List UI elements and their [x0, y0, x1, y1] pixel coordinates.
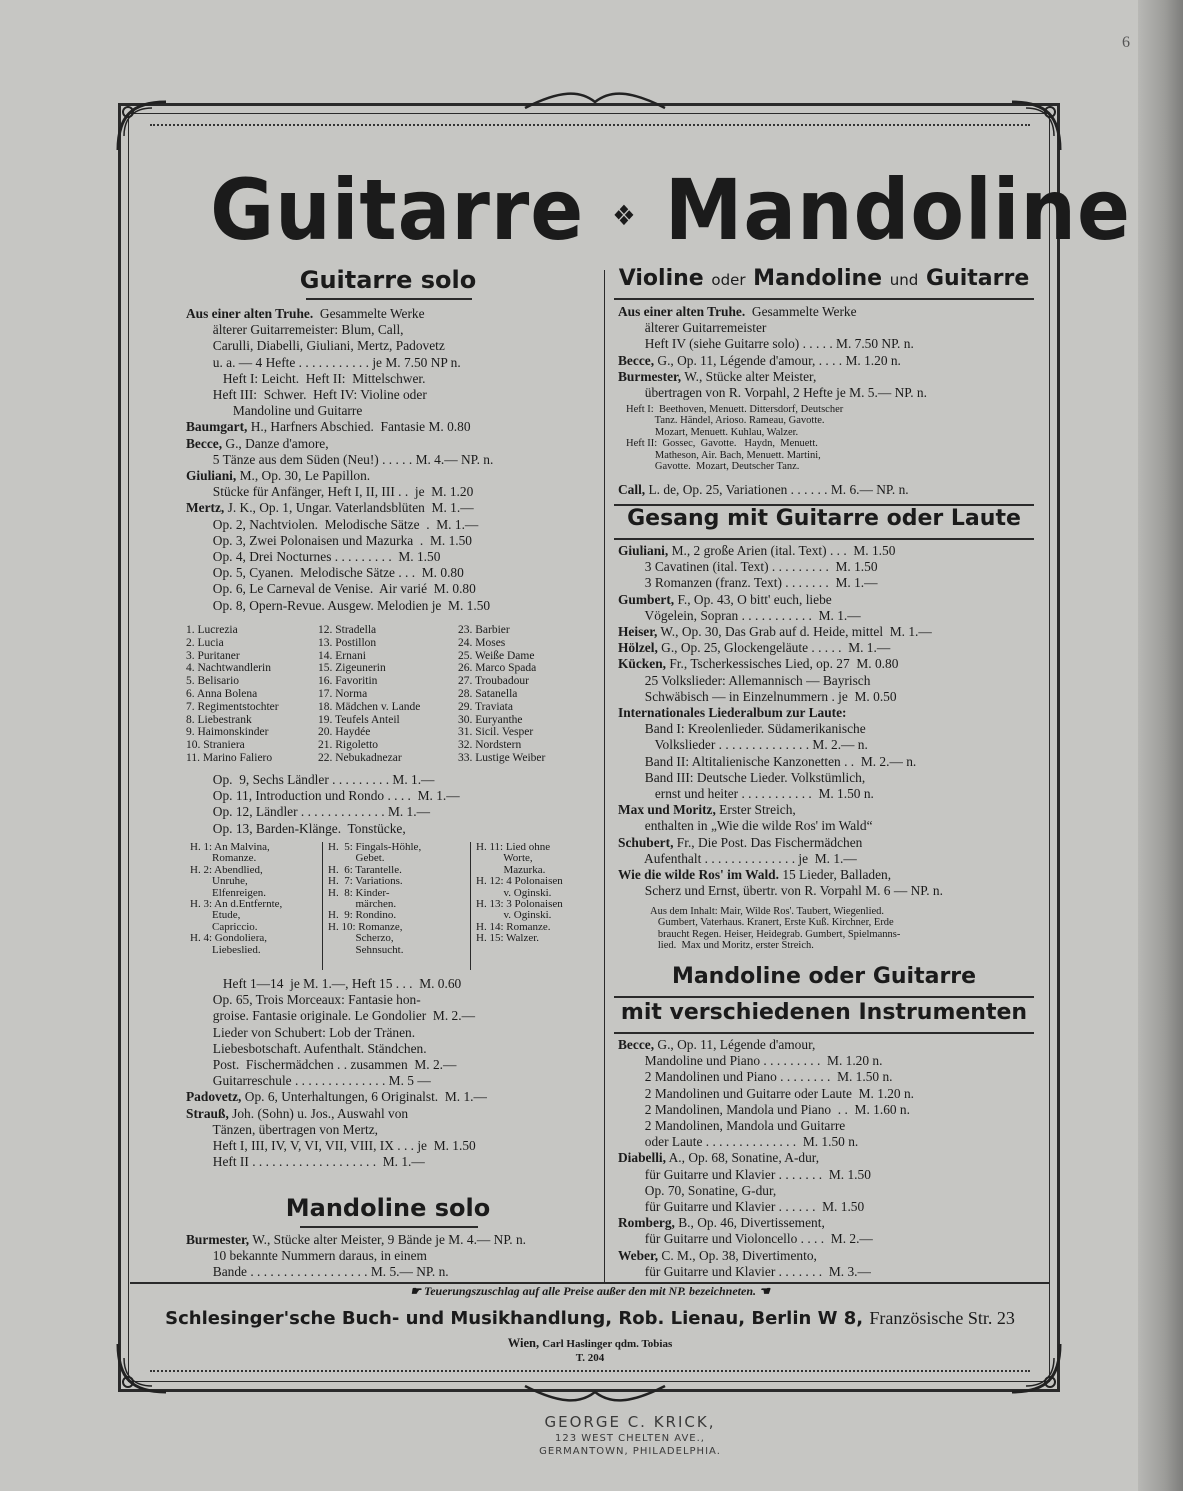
opera-title: 13. Postillon — [318, 636, 377, 649]
opera-title: 18. Mädchen v. Lande — [318, 700, 421, 713]
opera-title: 6. Anna Bolena — [186, 688, 258, 700]
catalog-line: Aus einer alten Truhe. Gesammelte Werke — [186, 306, 425, 321]
catalog-line: Hölzel, G., Op. 25, Glockengeläute . . . . . M. 1.— — [618, 640, 891, 656]
guitarre-solo-list-c — [186, 976, 596, 1170]
catalog-line: Aufenthalt . . . . . . . . . . . . . . je M. 1.— — [618, 850, 857, 866]
catalog-line: u. a. — 4 Hefte . . . . . . . . . . . je M. 7.50 NP n. — [186, 354, 461, 370]
opera-title: 29. Traviata — [458, 700, 513, 713]
opera-title: 32. Nordstern — [458, 739, 522, 752]
frame-dotted-line-top — [150, 124, 1030, 126]
opera-title: 9. Haimonskinder — [186, 726, 269, 739]
barden-entry: v. Oginski. — [476, 909, 552, 922]
catalog-line: für Guitarre und Klavier . . . . . . M. 1.50 — [618, 1199, 865, 1215]
mandoline-solo-list — [186, 1232, 606, 1281]
burmester-entry: Gavotte. Mozart, Deutscher Tanz. — [626, 461, 800, 473]
frame-top-ornament — [520, 88, 670, 114]
barden-klaenge-col-2 — [328, 842, 468, 956]
catalog-line: übertragen von R. Vorpahl, 2 Hefte je M. 5.— NP. n. — [618, 385, 927, 401]
catalog-line: Op. 65, Trois Morceaux: Fantasie hon- — [186, 992, 421, 1008]
opera-title: 19. Teufels Anteil — [318, 713, 400, 726]
opera-title: 2. Lucia — [186, 636, 224, 649]
column-divider — [604, 270, 605, 1282]
barden-entry: Liebeslied. — [190, 943, 261, 956]
catalog-line: enthalten in „Wie die wilde Ros' im Wald“ — [618, 818, 873, 834]
catalog-line: 2 Mandolinen und Piano . . . . . . . . M. 1.50 n. — [618, 1069, 893, 1085]
catalog-line: Op. 13, Barden-Klänge. Tonstücke, — [186, 820, 406, 836]
catalog-line: Op. 5, Cyanen. Melodische Sätze . . . M. 0.80 — [186, 565, 464, 581]
catalog-line: Op. 3, Zwei Polonaisen und Mazurka . M. 1.50 — [186, 532, 473, 548]
catalog-line: Op. 2, Nachtviolen. Melodische Sätze . M. 1.— — [186, 516, 479, 532]
barden-klaenge-col-1 — [190, 842, 320, 956]
catalog-line: Mandoline und Piano . . . . . . . . . M. 1.20 n. — [618, 1053, 883, 1069]
publisher-line — [130, 1308, 1050, 1329]
frame-corner-ornament-tl — [112, 96, 172, 156]
catalog-line: Heft IV (siehe Guitarre solo) . . . . . M. 7.50 NP. n. — [618, 336, 914, 352]
surcharge-note: ☛ Teuerungszuschlag auf alle Preise außer den mit NP. bezeichneten. ☚ — [410, 1284, 770, 1298]
opera-title: 20. Haydée — [318, 726, 371, 739]
page-title — [210, 150, 1131, 270]
frame-corner-ornament-tr — [1006, 96, 1066, 156]
heading-underline — [306, 298, 472, 300]
catalog-line: Liebesbotschaft. Aufenthalt. Ständchen. — [186, 1040, 427, 1056]
barden-entry: H. 12: 4 Polonaisen — [476, 875, 563, 888]
heading-mandoline: Mandoline — [753, 266, 883, 291]
publisher-name: Schlesinger'sche Buch- und Musikhandlung, Rob. Lienau, Berlin W 8, — [165, 1308, 864, 1329]
catalog-line: Mandoline und Guitarre — [186, 403, 363, 419]
barden-entry: H. 9: Rondino. — [328, 909, 397, 922]
catalog-line: Band II: Altitalienische Kanzonetten . . M. 2.— n. — [618, 753, 917, 769]
catalog-line: 5 Tänze aus dem Süden (Neu!) . . . . . M. 4.— NP. n. — [186, 451, 494, 467]
catalog-line: Heft I: Leicht. Heft II: Mittelschwer. — [186, 370, 426, 386]
barden-divider-2 — [470, 842, 471, 970]
catalog-line: oder Laute . . . . . . . . . . . . . . M. 1.50 n. — [618, 1134, 859, 1150]
heading-gesang: Gesang mit Guitarre oder Laute — [627, 506, 1021, 531]
barden-entry: H. 14: Romanze. — [476, 920, 551, 933]
catalog-line: Band III: Deutsche Lieder. Volkstümlich, — [618, 769, 866, 785]
barden-entry: H. 13: 3 Polonaisen — [476, 898, 563, 911]
burmester-contents — [626, 404, 1036, 472]
heading-mandoline-solo: Mandoline solo — [285, 1194, 491, 1222]
stamp-street: 123 WEST CHELTEN AVE., — [555, 1433, 705, 1444]
heading-rule-r3-bottom — [614, 1032, 1034, 1034]
catalog-line: Schubert, Fr., Die Post. Das Fischermädchen — [618, 834, 863, 850]
barden-entry: H. 1: An Malvina, — [190, 841, 270, 853]
catalog-line: Gumbert, F., Op. 43, O bitt' euch, liebe — [618, 591, 832, 607]
page-mark: 6 — [1122, 34, 1130, 51]
heading-guitarre: Guitarre — [926, 266, 1030, 291]
catalog-line: Band I: Kreolenlieder. Südamerikanische — [618, 721, 866, 737]
catalog-line: 25 Volkslieder: Allemannisch — Bayrisch — [618, 672, 871, 688]
catalog-line: Post. Fischermädchen . . zusammen M. 2.— — [186, 1057, 457, 1073]
catalog-line: Aus einer alten Truhe. Gesammelte Werke — [618, 304, 857, 319]
catalog-line: Burmester, W., Stücke alter Meister, 9 Bände je M. 4.— NP. n. — [186, 1232, 527, 1247]
burmester-entry: Tanz. Händel, Arioso. Rameau, Gavotte. — [626, 415, 825, 427]
catalog-line: Heft 1—14 je M. 1.—, Heft 15 . . . M. 0.60 — [186, 976, 462, 991]
opera-title: 3. Puritaner — [186, 649, 240, 662]
catalog-line: Max und Moritz, Erster Streich, — [618, 802, 796, 818]
barden-entry: H. 8: Kinder- — [328, 886, 390, 899]
catalog-line: Call, L. de, Op. 25, Variationen . . . . . . M. 6.— NP. n. — [618, 482, 909, 497]
catalog-line: Op. 4, Drei Nocturnes . . . . . . . . . M. 1.50 — [186, 549, 441, 565]
heading-oder: oder — [711, 271, 746, 289]
catalog-line: Becce, G., Op. 11, Légende d'amour, — [618, 1037, 816, 1052]
inhalt-entry: lied. Max und Moritz, erster Streich. — [650, 940, 814, 952]
catalog-line: Schwäbisch — in Einzelnummern . je M. 0.50 — [618, 688, 897, 704]
barden-entry: v. Oginski. — [476, 886, 552, 899]
title-separator-icon: ❖ — [612, 199, 637, 233]
catalog-line: Mertz, J. K., Op. 1, Ungar. Vaterlandsblüten M. 1.— — [186, 500, 474, 516]
opera-title: 4. Nachtwandlerin — [186, 662, 271, 675]
stamp-city: GERMANTOWN, PHILADELPHIA. — [539, 1446, 721, 1457]
wien-publisher: Carl Haslinger qdm. Tobias — [542, 1338, 673, 1350]
catalog-line: Op. 6, Le Carneval de Venise. Air varié M. 0.80 — [186, 581, 476, 597]
opera-title: 8. Liebestrank — [186, 713, 252, 726]
barden-entry: Worte, — [476, 852, 533, 865]
opera-title: 14. Ernani — [318, 649, 366, 662]
opera-title: 27. Troubadour — [458, 675, 529, 688]
opera-title: 10. Straniera — [186, 739, 245, 752]
gesang-list — [618, 543, 1038, 899]
barden-entry: Sehnsucht. — [328, 943, 404, 956]
burmester-entry: Mozart, Menuett. Kuhlau, Walzer. — [626, 426, 799, 438]
opera-title: 21. Rigoletto — [318, 739, 379, 752]
catalog-line: Heiser, W., Op. 30, Das Grab auf d. Heide, mittel M. 1.— — [618, 624, 932, 640]
barden-klaenge-col-3 — [476, 842, 600, 945]
barden-entry: Gebet. — [328, 852, 385, 865]
opera-title: 22. Nebukadnezar — [318, 752, 402, 764]
wien-label: Wien, — [507, 1336, 540, 1350]
catalog-line: für Guitarre und Violoncello . . . . M. 2.— — [618, 1231, 873, 1247]
barden-divider-1 — [322, 842, 323, 970]
catalog-line: für Guitarre und Klavier . . . . . . . M. 3.— — [618, 1263, 871, 1279]
dealer-stamp — [470, 1413, 790, 1457]
opera-title: 12. Stradella — [318, 624, 377, 636]
stamp-name: GEORGE C. KRICK, — [544, 1413, 716, 1431]
opera-title: 26. Marco Spada — [458, 662, 537, 675]
burmester-entry: Heft I: Beethoven, Menuett. Dittersdorf, Deutscher — [626, 404, 844, 415]
catalog-line: groise. Fantasie originale. Le Gondolier M. 2.— — [186, 1008, 475, 1024]
opera-title: 5. Belisario — [186, 675, 240, 688]
heading-violine: Violine — [618, 266, 704, 291]
catalog-line: Tänzen, übertragen von Mertz, — [186, 1121, 378, 1137]
catalog-line: Burmester, W., Stücke alter Meister, — [618, 368, 817, 384]
catalog-line: Heft II . . . . . . . . . . . . . . . . . . . M. 1.— — [186, 1154, 425, 1170]
opera-title: 33. Lustige Weiber — [458, 752, 546, 764]
heading-und: und — [889, 271, 919, 289]
catalog-line: Wie die wilde Ros' im Wald. 15 Lieder, Balladen, — [618, 867, 892, 883]
barden-entry: Capriccio. — [190, 920, 258, 933]
barden-entry: H. 2: Abendlied, — [190, 863, 263, 876]
catalog-line: Giuliani, M., Op. 30, Le Papillon. — [186, 468, 371, 484]
opera-title: 7. Regimentstochter — [186, 700, 279, 713]
opera-title: 1. Lucrezia — [186, 624, 238, 636]
heading-guitarre-solo: Guitarre solo — [299, 266, 477, 294]
catalog-line: 2 Mandolinen, Mandola und Guitarre — [618, 1118, 846, 1134]
burmester-entry: Matheson, Air. Bach, Menuett. Martini, — [626, 449, 821, 461]
guitarre-solo-list-b — [186, 772, 596, 837]
opera-title: 11. Marino Faliero — [186, 752, 273, 764]
barden-entry: H. 5: Fingals-Höhle, — [328, 841, 422, 853]
heading-mandoline-oder-guitarre: Mandoline oder Guitarre — [671, 964, 977, 989]
barden-entry: Unruhe, — [190, 875, 248, 888]
catalog-line: Op. 9, Sechs Ländler . . . . . . . . . M. 1.— — [186, 772, 435, 787]
catalog-line: Vögelein, Sopran . . . . . . . . . . . M. 1.— — [618, 607, 861, 623]
catalog-line: Guitarreschule . . . . . . . . . . . . . . M. 5 — — [186, 1073, 431, 1089]
catalog-line: Op. 11, Introduction und Rondo . . . . M. 1.— — [186, 788, 460, 804]
heading-underline-r1 — [614, 298, 1034, 300]
catalog-line: Weber, C. M., Op. 38, Divertimento, — [618, 1247, 817, 1263]
catalog-line: Bande . . . . . . . . . . . . . . . . . . M. 5.— NP. n. — [186, 1264, 449, 1280]
catalog-line: Op. 8, Opern-Revue. Ausgew. Melodien je M. 1.50 — [186, 597, 491, 613]
catalog-line: 2 Mandolinen und Guitarre oder Laute M. 1.20 n. — [618, 1085, 915, 1101]
catalog-line: Lieder von Schubert: Lob der Tränen. — [186, 1024, 416, 1040]
opera-title: 24. Moses — [458, 636, 506, 649]
heading-rule-r2-bottom — [614, 538, 1034, 540]
opera-title: 16. Favoritin — [318, 675, 378, 688]
inhalt-entry: Gumbert, Vaterhaus. Kranert, Erste Kuß. Kirchner, Erde — [650, 917, 894, 929]
catalog-line: älterer Guitarremeister: Blum, Call, — [186, 322, 404, 338]
catalog-line: Op. 70, Sonatine, G-dur, — [618, 1182, 777, 1198]
opera-title: 15. Zigeunerin — [318, 662, 386, 675]
page-edge-shadow — [1138, 0, 1183, 1491]
catalog-line: Kücken, Fr., Tscherkessisches Lied, op. 27 M. 0.80 — [618, 656, 899, 672]
catalog-line: Becce, G., Op. 11, Légende d'amour, . . . . M. 1.20 n. — [618, 352, 901, 368]
guitarre-solo-list-a — [186, 306, 596, 614]
catalog-line: Internationales Liederalbum zur Laute: — [618, 705, 847, 721]
catalog-line: ernst und heiter . . . . . . . . . . . M. 1.50 n. — [618, 786, 874, 802]
catalog-line: 10 bekannte Nummern daraus, in einem — [186, 1248, 427, 1264]
barden-entry: H. 15: Walzer. — [476, 932, 540, 945]
barden-entry: Etude, — [190, 909, 241, 922]
catalog-line: Baumgart, H., Harfners Abschied. Fantasie M. 0.80 — [186, 419, 471, 435]
catalog-line: Stücke für Anfänger, Heft I, II, III . . je M. 1.20 — [186, 484, 474, 500]
heading-rule-r3-mid — [614, 996, 1034, 998]
catalog-line: für Guitarre und Klavier . . . . . . . M. 1.50 — [618, 1166, 871, 1182]
instrumenten-list — [618, 1037, 1038, 1280]
title-mandoline: Mandoline — [664, 161, 1131, 259]
catalog-line: Volkslieder . . . . . . . . . . . . . . M. 2.— n. — [618, 737, 868, 753]
catalog-line: 3 Romanzen (franz. Text) . . . . . . . M. 1.— — [618, 575, 878, 591]
barden-entry: Mazurka. — [476, 863, 546, 876]
violine-list-a — [618, 304, 1038, 401]
inhalt-list — [650, 906, 1040, 952]
violine-list-b — [618, 482, 1038, 498]
wien-line — [130, 1336, 1050, 1351]
barden-entry: märchen. — [328, 898, 397, 911]
catalog-line: älterer Guitarremeister — [618, 320, 767, 336]
catalog-line: Op. 12, Ländler . . . . . . . . . . . . . M. 1.— — [186, 804, 430, 820]
plate-number: T. 204 — [575, 1352, 605, 1364]
barden-entry: H. 6: Tarantelle. — [328, 863, 402, 876]
heading-mit-instrumenten: mit verschiedenen Instrumenten — [620, 1000, 1028, 1025]
heading-violine-mandoline-guitarre — [614, 266, 1034, 291]
barden-entry: H. 4: Gondoliera, — [190, 932, 267, 945]
catalog-line: Diabelli, A., Op. 68, Sonatine, A-dur, — [618, 1150, 820, 1166]
catalog-line: Heft III: Schwer. Heft IV: Violine oder — [186, 387, 427, 403]
catalog-line: Carulli, Diabelli, Giuliani, Mertz, Padovetz — [186, 338, 445, 354]
catalog-line: Scherz und Ernst, übertr. von R. Vorpahl M. 6 — NP. n. — [618, 883, 943, 899]
frame-dotted-line-bottom — [150, 1370, 1030, 1372]
barden-entry: H. 10: Romanze, — [328, 920, 403, 933]
catalog-line: Becce, G., Danze d'amore, — [186, 435, 329, 451]
catalog-line: Heft I, III, IV, V, VI, VII, VIII, IX . . . je M. 1.50 — [186, 1138, 476, 1154]
heading-underline-2 — [300, 1226, 478, 1228]
catalog-line: Giuliani, M., 2 große Arien (ital. Text) . . . M. 1.50 — [618, 543, 896, 558]
catalog-line: 2 Mandolinen, Mandola und Piano . . M. 1.60 n. — [618, 1101, 910, 1117]
opera-title: 31. Sicil. Vesper — [458, 726, 534, 739]
barden-entry: Scherzo, — [328, 932, 394, 945]
burmester-entry: Heft II: Gossec, Gavotte. Haydn, Menuett. — [626, 438, 818, 450]
inhalt-entry: braucht Regen. Heiser, Heidegrab. Gumbert, Spielmanns- — [650, 928, 901, 940]
barden-entry: H. 7: Variations. — [328, 875, 403, 888]
publisher-address: Französische Str. 23 — [869, 1308, 1015, 1328]
opera-title: 23. Barbier — [458, 624, 510, 636]
opera-title: 28. Satanella — [458, 688, 518, 700]
barden-entry: H. 3: An d.Entfernte, — [190, 898, 283, 911]
catalog-line: Romberg, B., Op. 46, Divertissement, — [618, 1215, 825, 1231]
opera-title: 17. Norma — [318, 688, 368, 700]
catalog-line: Strauß, Joh. (Sohn) u. Jos., Auswahl von — [186, 1105, 409, 1121]
inhalt-entry: Aus dem Inhalt: Mair, Wilde Ros'. Taubert, Wiegenlied. — [650, 906, 885, 917]
barden-entry: H. 11: Lied ohne — [476, 841, 551, 853]
barden-entry: Elfenreigen. — [190, 886, 267, 899]
barden-entry: Romanze. — [190, 852, 257, 865]
opera-title: 30. Euryanthe — [458, 713, 523, 726]
frame-bottom-ornament — [520, 1380, 670, 1406]
catalog-line: Padovetz, Op. 6, Unterhaltungen, 6 Originalst. M. 1.— — [186, 1089, 487, 1105]
catalog-line: 3 Cavatinen (ital. Text) . . . . . . . . . M. 1.50 — [618, 559, 878, 575]
title-guitarre: Guitarre — [210, 161, 585, 259]
opera-title: 25. Weiße Dame — [458, 649, 535, 662]
